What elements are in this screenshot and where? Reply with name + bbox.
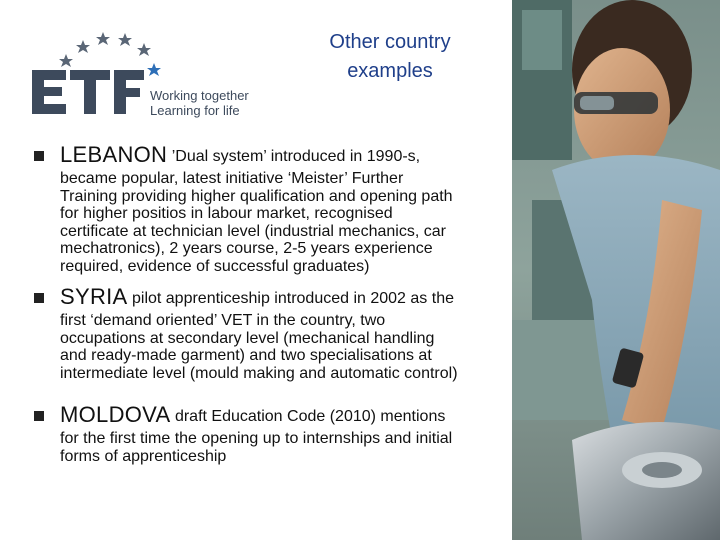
logo-tagline: [150, 88, 249, 118]
title-line: Other country: [329, 31, 451, 53]
bullet-marker-icon: [34, 411, 44, 421]
bullet-line: first ‘demand oriented’ VET in the country, two: [60, 312, 386, 329]
bullet-lead: [60, 284, 454, 309]
bullet-body: [60, 312, 540, 382]
star-icon: [76, 40, 90, 53]
bullet-body: [60, 430, 540, 465]
bullet-line: Training providing higher qualification and opening path: [60, 187, 453, 205]
bullet-line: mechatronics), 2 years course, 2-5 years experience: [60, 240, 433, 257]
tagline-line: Learning for life: [150, 103, 240, 118]
bullet-line: became popular, latest initiative ‘Meister’ Further: [60, 170, 404, 187]
bullet-intro: ’Dual system’ introduced in 1990-s,: [171, 148, 421, 165]
tagline-line: Working together: [150, 88, 249, 103]
bullet-line: for the first time the opening up to internships and initial: [60, 430, 453, 447]
worker-photo-graphic: [512, 0, 720, 540]
worker-photo: [512, 0, 720, 540]
bullet-marker-icon: [34, 151, 44, 161]
bullet-body: [60, 170, 540, 275]
bullet-intro: draft Education Code (2010) mentions: [174, 408, 446, 425]
country-name: LEBANON: [60, 142, 168, 167]
bullet-line: occupations at secondary level (mechanical handling: [60, 329, 435, 347]
bullet-line: required, evidence of successful graduates): [60, 257, 370, 275]
country-name: MOLDOVA: [60, 402, 171, 427]
bullet-lead: [60, 402, 446, 427]
bullet-line: certificate at technician level (industrial mechanics, car: [60, 222, 446, 240]
bullet-line: and ready-made garment) and two specialisations at: [60, 347, 432, 364]
star-icon: [147, 63, 161, 76]
star-icon: [137, 43, 151, 56]
star-icon: [118, 33, 132, 46]
star-icon: [96, 32, 110, 45]
bullet-line: intermediate level (mould making and automatic control): [60, 364, 458, 382]
etf-wordmark: [32, 70, 144, 114]
etf-logo: [28, 28, 258, 123]
bullet-marker-icon: [34, 293, 44, 303]
bullet-line: for higher positios in labour market, recognised: [60, 205, 393, 222]
title-line: examples: [347, 60, 433, 82]
bullet-intro: pilot apprenticeship introduced in 2002 as the: [131, 290, 454, 307]
country-name: SYRIA: [60, 284, 128, 309]
bullet-line: forms of apprenticeship: [60, 447, 227, 465]
slide-title: [290, 28, 490, 86]
star-icon: [59, 54, 73, 67]
bullet-lead: [60, 142, 421, 167]
